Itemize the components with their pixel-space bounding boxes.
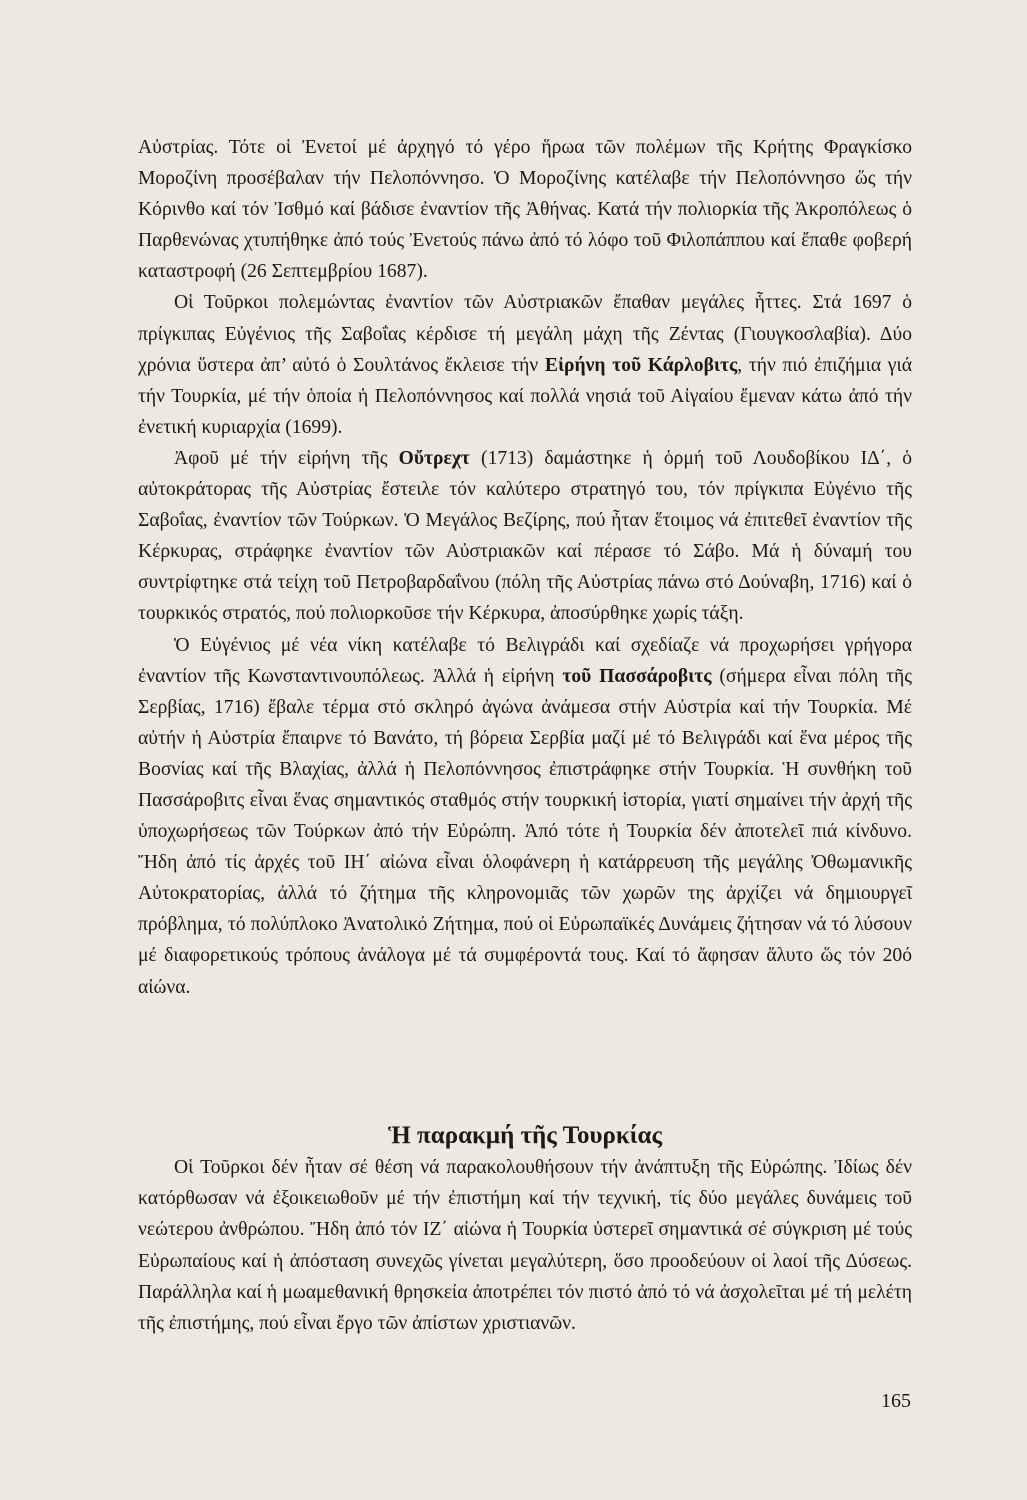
section-heading: Ἡ παρακμή τῆς Τουρκίας <box>388 1122 662 1149</box>
paragraph-text: , τήν πιό ἐπιζήμια γιά τήν Τουρκία, μέ τήν ὁποία ἡ Πελοπόννησος καί πολλά νησιά τοῦ Αἰγαίου ἔμεναν κάτω ἀπό τήν ἐνετική κυριαρχία (1699). <box>138 354 912 438</box>
section-text <box>138 1152 912 1339</box>
paragraph-4 <box>138 630 912 1003</box>
paragraph-text: (σήμερα εἶναι πόλη τῆς Σερβίας, 1716) ἔβαλε τέρμα στό σκληρό ἀγώνα ἀνάμεσα στήν Αὐστρία καί τήν Τουρκία. Μέ αὐτήν ἡ Αὐστρία ἔπαιρνε τό Βανάτο, τή βόρεια Σερβία μαζί μέ τό Βελιγράδι καί ἕνα μέρος τῆς Βοσνίας καί τῆς Βλαχίας, ἀλλά ἡ Πελοπόννησος ἐπιστράφηκε στήν Τουρκία. Ἡ συνθήκη τοῦ Πασσάροβιτς εἶναι ἕνας σημαντικός σταθμός στήν τουρκική ἱστορία, γιατί σημαίνει τήν ἀρχή τῆς ὑποχωρήσεως τῶν Τούρκων ἀπό τήν Εὐρώπη. Ἀπό τότε ἡ Τουρκία δέν ἀποτελεῖ πιά κίνδυνο. Ἤδη ἀπό τίς ἀρχές τοῦ ΙΗ΄ αἰώνα εἶναι ὁλοφάνερη ἡ κατάρρευση τῆς μεγάλης Ὀθωμανικῆς Αὐτοκρατορίας, ἀλλά τό ζήτημα τῆς κληρονομιᾶς τῶν χωρῶν της ἀρχίζει νά δημιουργεῖ πρόβλημα, τό πολύπλοκο Ἀνατολικό Ζήτημα, πού οἱ Εὐρωπαϊκές Δυνάμεις ζήτησαν νά τό λύσουν μέ διαφορετικούς τρόπους ἀνάλογα μέ τά συμφέροντά τους. Καί τό ἄφησαν ἄλυτο ὥς τόν 20ό αἰώνα. <box>138 665 912 998</box>
treaty-karlowitz: Εἰρήνη τοῦ Κάρλοβιτς <box>544 354 738 376</box>
paragraph-2 <box>138 287 912 442</box>
paragraph-text: Οἱ Τοῦρκοι πολεμώντας ἐναντίον τῶν Αὐστριακῶν ἔπαθαν μεγάλες ἧττες. Στά 1697 ὁ πρίγκιπας Εὐγένιος τῆς Σαβοΐας κέρδισε τή μεγάλη μάχη τῆς Ζέντας (Γιουγκοσλαβία). Δύο χρόνια ὕστερα ἀπ’ αὐτό ὁ Σουλτάνος ἔκλεισε τήν <box>138 292 912 376</box>
paragraph-text: Οἱ Τοῦρκοι δέν ἦταν σέ θέση νά παρακολουθήσουν τήν ἀνάπτυξη τῆς Εὐρώπης. Ἰδίως δέν κατόρθωσαν νά ἐξοικειωθοῦν μέ τήν ἐπιστήμη καί τήν τεχνική, τίς δύο μεγάλες δυνάμεις τοῦ νεώτερου ἀνθρώπου. Ἤδη ἀπό τόν ΙΖ΄ αἰώνα ἡ Τουρκία ὑστερεῖ σημαντικά σέ σύγκριση μέ τούς Εὐρωπαίους καί ἡ ἀπόσταση συνεχῶς γίνεται μεγαλύτερη, ὅσο προοδεύουν οἱ λαοί τῆς Δύσεως. Παράλληλα καί ἡ μωαμεθανική θρησκεία ἀποτρέπει τόν πιστό ἀπό τό νά ἀσχολεῖται μέ τή μελέτη τῆς ἐπιστήμης, πού εἶναι ἔργο τῶν ἀπίστων χριστιανῶν. <box>138 1157 912 1335</box>
paragraph-text: (1713) δαμάστηκε ἡ ὁρμή τοῦ Λουδοβίκου ΙΔ΄, ὁ αὐτοκράτορας τῆς Αὐστρίας ἔστειλε τόν καλύτερο στρατηγό του, τόν πρίγκιπα Εὐγένιο τῆς Σαβοΐας, ἐναντίον τῶν Τούρκων. Ὁ Μεγάλος Βεζίρης, πού ἦταν ἕτοιμος νά ἐπιτεθεῖ ἐναντίον τῆς Κέρκυρας, στράφηκε ἐναντίον τῶν Αὐστριακῶν καί πέρασε τό Σάβο. Μά ἡ δύναμή του συντρίφτηκε στά τείχη τοῦ Πετροβαρδαΐνου (πόλη τῆς Αὐστρίας πάνω στό Δούναβη, 1716) καί ὁ τουρκικός στρατός, πού πολιορκοῦσε τήν Κέρκυρα, ἀποσύρθηκε χωρίς τάξη. <box>138 447 913 625</box>
treaty-passarowitz: τοῦ Πασσάροβιτς <box>562 665 712 687</box>
paragraph-1 <box>138 132 912 287</box>
paragraph-text: Ὁ Εὐγένιος μέ νέα νίκη κατέλαβε τό Βελιγράδι καί σχεδίαζε νά προχωρήσει γρήγορα ἐναντίον τῆς Κωνσταντινουπόλεως. Ἀλλά ἡ εἰρήνη <box>138 634 912 687</box>
section-paragraph-1 <box>138 1152 912 1339</box>
paragraph-text: Αὐστρίας. Τότε οἱ Ἐνετοί μέ ἀρχηγό τό γέρο ἥρωα τῶν πολέμων τῆς Κρήτης Φραγκίσκο Μοροζίνη προσέβαλαν τήν Πελοπόννησο. Ὁ Μοροζίνης κατέλαβε τήν Πελοπόννησο ὥς τήν Κόρινθο καί τόν Ἰσθμό καί βάδισε ἐναντίον τῆς Ἀθήνας. Κατά τήν πολιορκία τῆς Ἀκροπόλεως ὁ Παρθενώνας χτυπήθηκε ἀπό τούς Ἐνετούς πάνω ἀπό τό λόφο τοῦ Φιλοπάππου καί ἔπαθε φοβερή καταστροφή (26 Σεπτεμβρίου 1687). <box>138 137 912 283</box>
page-number: 165 <box>881 1390 911 1412</box>
paragraph-3 <box>138 443 912 630</box>
paragraph-text: Ἀφοῦ μέ τήν εἰρήνη τῆς <box>174 447 399 469</box>
treaty-utrecht: Οὔτρεχτ <box>398 447 470 469</box>
main-text <box>138 132 912 1003</box>
